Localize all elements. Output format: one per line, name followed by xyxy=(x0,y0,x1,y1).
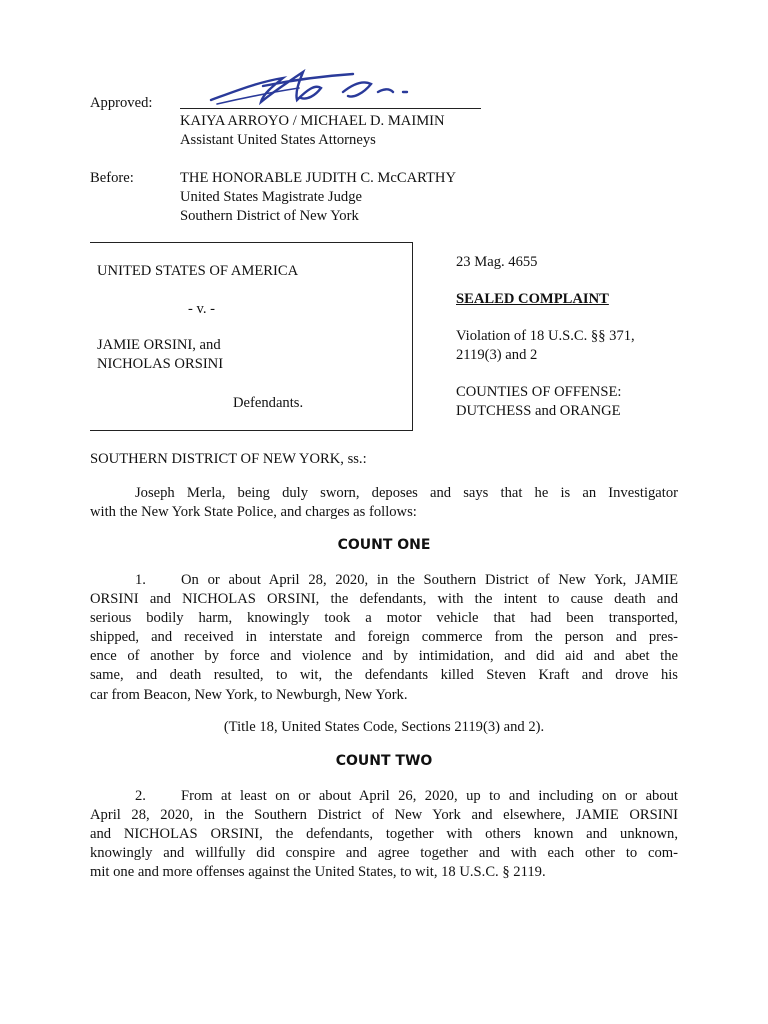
paragraph-line: serious bodily harm, knowingly took a motor vehicle that had been transported, xyxy=(90,610,678,627)
count-two-paragraph xyxy=(90,787,678,882)
intro-paragraph xyxy=(90,484,678,522)
signature-image xyxy=(203,62,418,112)
paragraph-line: Joseph Merla, being duly sworn, deposes and says that he is an Investigator xyxy=(135,485,678,501)
paragraph-line: ORSINI and NICHOLAS ORSINI, the defendants, with the intent to cause death and xyxy=(90,591,678,608)
paragraph-line: with the New York State Police, and charges as follows: xyxy=(90,504,417,521)
counties-value: DUTCHESS and ORANGE xyxy=(456,403,621,419)
defendant-2: NICHOLAS ORSINI xyxy=(97,356,224,372)
paragraph-line: mit one and more offenses against the United States, to wit, 18 U.S.C. § 2119. xyxy=(90,864,546,881)
paragraph-line: On or about April 28, 2020, in the Southern District of New York, JAMIE xyxy=(181,572,678,588)
paragraph-line: same, and death resulted, to wit, the defendants killed Steven Kraft and drove his xyxy=(90,667,678,684)
approved-label: Approved: xyxy=(90,95,153,111)
paragraph-number: 2. xyxy=(135,788,146,804)
attorneys-title: Assistant United States Attorneys xyxy=(180,132,376,148)
violation-line-1: Violation of 18 U.S.C. §§ 371, xyxy=(456,328,635,344)
docket-number: 23 Mag. 4655 xyxy=(456,254,538,270)
violation-line-2: 2119(3) and 2 xyxy=(456,347,538,363)
paragraph-line: knowingly and willfully did conspire and agree together and with each other to com- xyxy=(90,845,678,862)
count-two-heading: COUNT TWO xyxy=(335,753,433,769)
signature-line xyxy=(180,108,481,109)
plaintiff: UNITED STATES OF AMERICA xyxy=(97,263,299,279)
district-name: Southern District of New York xyxy=(180,208,359,224)
defendant-1: JAMIE ORSINI, and xyxy=(97,337,221,353)
defendants-label: Defendants. xyxy=(233,395,304,411)
venue: SOUTHERN DISTRICT OF NEW YORK, ss.: xyxy=(90,451,367,467)
document-type: SEALED COMPLAINT xyxy=(456,291,609,307)
attorneys-names: KAIYA ARROYO / MICHAEL D. MAIMIN xyxy=(180,113,445,129)
paragraph-line: ence of another by force and violence and by intimidation, and did aid and abet the xyxy=(90,648,678,665)
count-one-citation: (Title 18, United States Code, Sections 2119(3) and 2). xyxy=(223,719,545,735)
paragraph-line: shipped, and received in interstate and foreign commerce from the person and pres- xyxy=(90,629,678,646)
before-label: Before: xyxy=(90,170,134,186)
paragraph-line: car from Beacon, New York, to Newburgh, New York. xyxy=(90,686,408,703)
judge-title: United States Magistrate Judge xyxy=(180,189,362,205)
judge-name: THE HONORABLE JUDITH C. McCARTHY xyxy=(180,170,456,186)
counties-label: COUNTIES OF OFFENSE: xyxy=(456,384,622,400)
paragraph-line: April 28, 2020, in the Southern District of New York and elsewhere, JAMIE ORSINI xyxy=(90,807,678,824)
paragraph-line: and NICHOLAS ORSINI, the defendants, together with others known and unknown, xyxy=(90,826,678,843)
count-one-paragraph xyxy=(90,571,678,705)
count-one-heading: COUNT ONE xyxy=(337,537,431,553)
paragraph-number: 1. xyxy=(135,572,146,588)
versus: - v. - xyxy=(188,301,216,317)
paragraph-line: From at least on or about April 26, 2020, up to and including on or about xyxy=(181,788,678,804)
